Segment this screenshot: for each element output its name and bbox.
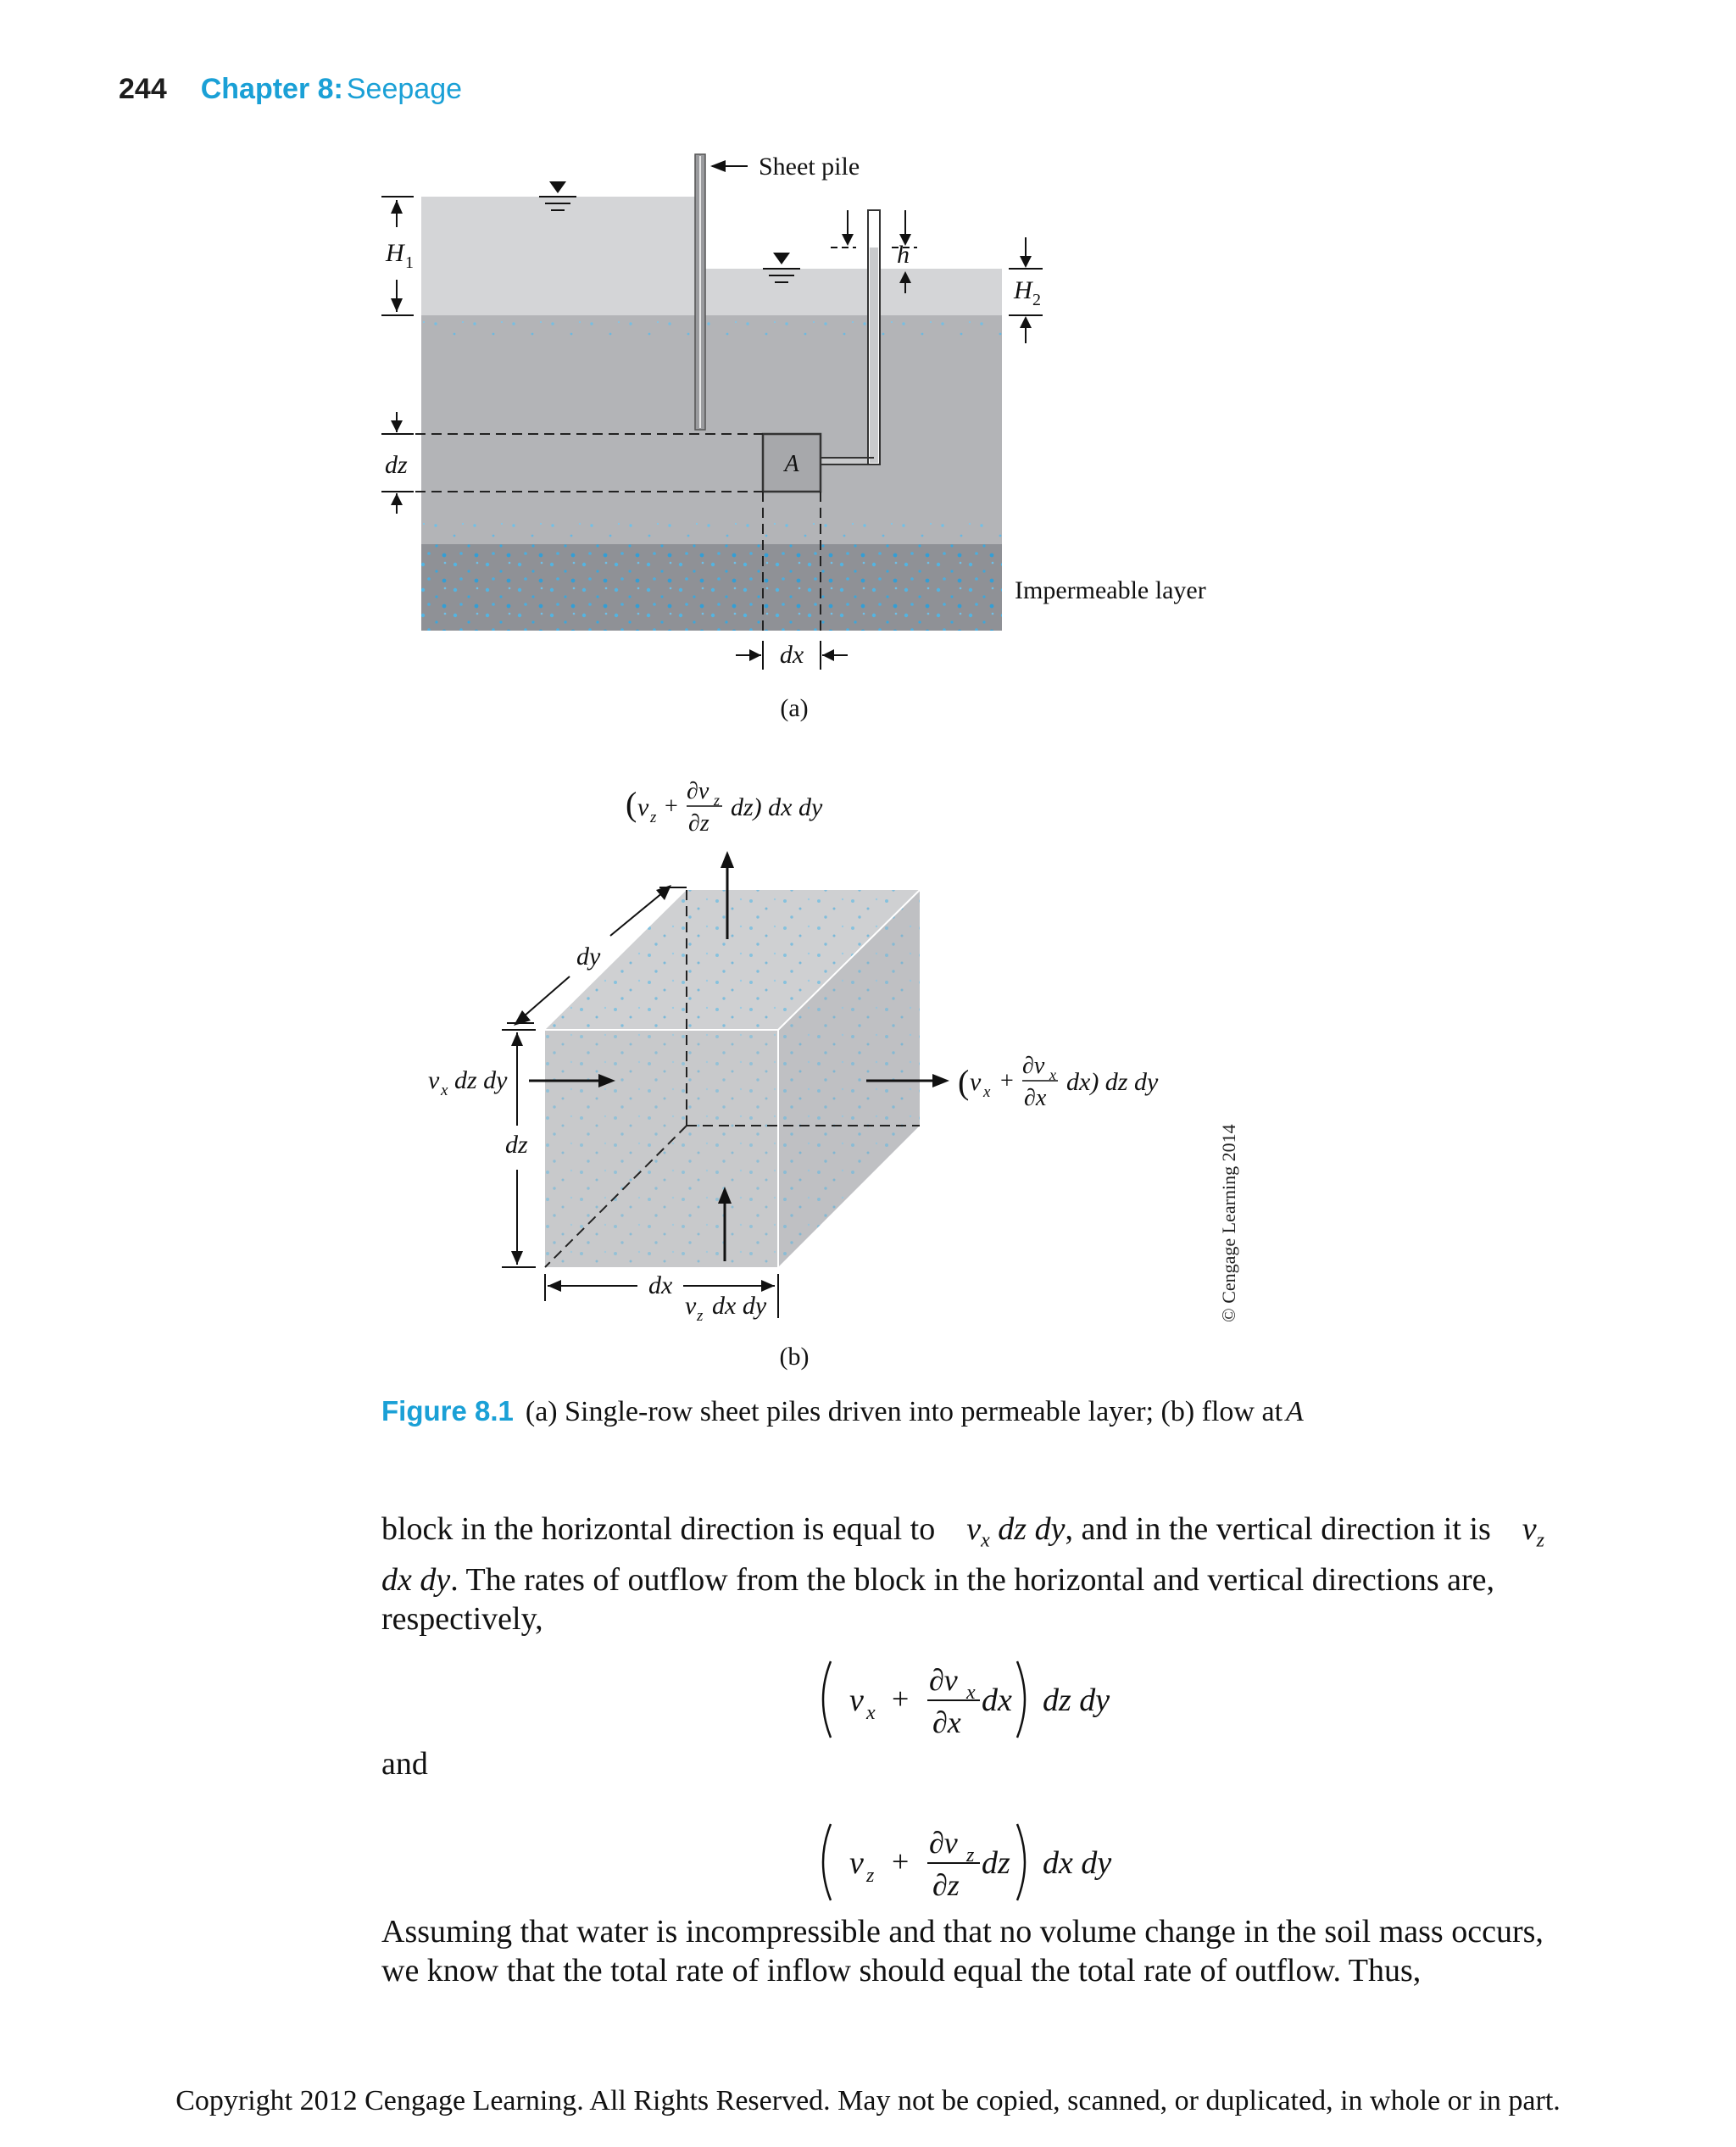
caption-text-italic: A bbox=[1286, 1396, 1304, 1427]
svg-text:v: v bbox=[970, 1068, 982, 1096]
equation-1 bbox=[805, 1644, 1144, 1755]
body-paragraph-1: block in the horizontal direction is equal to $v_x$ dz dy, and in the vertical direction it is $v_z$ dx dy. The rates of outflow from the block in the horizontal and vertical directions are, respectively, bbox=[381, 1511, 1544, 1637]
svg-text:∂z: ∂z bbox=[688, 810, 709, 837]
figure-caption bbox=[381, 1395, 1304, 1428]
dz-label: dz bbox=[385, 451, 408, 479]
caption-text: (a) Single-row sheet piles driven into permeable layer; (b) flow at bbox=[525, 1396, 1283, 1427]
svg-text:∂v: ∂v bbox=[929, 1663, 958, 1697]
svg-text:dx) dz dy: dx) dz dy bbox=[1066, 1068, 1159, 1096]
equation-2 bbox=[805, 1807, 1144, 1917]
h-label: h bbox=[897, 241, 910, 269]
svg-text:dz: dz bbox=[982, 1845, 1010, 1881]
upstream-water bbox=[421, 197, 701, 315]
impermeable-label: Impermeable layer bbox=[1015, 576, 1206, 604]
svg-text:z: z bbox=[714, 792, 721, 809]
svg-text:z: z bbox=[697, 1307, 704, 1325]
chapter-title: Seepage bbox=[346, 73, 463, 105]
svg-text:v: v bbox=[849, 1845, 864, 1881]
top-flux-label bbox=[626, 778, 823, 837]
svg-text:∂v: ∂v bbox=[687, 778, 709, 804]
svg-text:x: x bbox=[983, 1083, 991, 1101]
dx-label: dx bbox=[779, 641, 804, 669]
caption-label: Figure 8.1 bbox=[381, 1395, 514, 1427]
figure-b-flow-element bbox=[0, 746, 1736, 1390]
svg-text:∂x: ∂x bbox=[1024, 1085, 1047, 1111]
h2-dimension bbox=[1009, 237, 1043, 343]
chapter-label: Chapter 8: bbox=[200, 73, 343, 105]
downstream-water bbox=[701, 269, 1002, 315]
svg-text:dz) dx dy: dz) dx dy bbox=[731, 793, 823, 821]
body-paragraph-2: Assuming that water is incompressible and that no volume change in the soil mass occurs, we know that the total rate of inflow should equal the total rate of outflow. Thus, bbox=[381, 1914, 1544, 1988]
svg-text:+: + bbox=[665, 793, 678, 820]
svg-text:z: z bbox=[650, 809, 657, 826]
svg-text:dz dy: dz dy bbox=[454, 1066, 508, 1094]
svg-text:∂v: ∂v bbox=[929, 1826, 958, 1860]
credit-line: © Cengage Learning 2014 bbox=[1218, 1124, 1239, 1322]
h1-dimension bbox=[381, 197, 414, 315]
svg-text:x: x bbox=[866, 1702, 876, 1724]
svg-text:x: x bbox=[1049, 1066, 1056, 1083]
svg-text:∂x: ∂x bbox=[932, 1705, 961, 1739]
svg-text:x: x bbox=[441, 1082, 448, 1099]
svg-text:(: ( bbox=[958, 1063, 970, 1101]
h2-label: H bbox=[1014, 276, 1032, 304]
svg-text:∂v: ∂v bbox=[1022, 1053, 1045, 1079]
dz-dimension-b bbox=[502, 1030, 536, 1267]
svg-text:dx: dx bbox=[648, 1271, 673, 1299]
svg-text:x: x bbox=[966, 1682, 976, 1704]
svg-text:dz dy: dz dy bbox=[1043, 1683, 1110, 1718]
h2-subscript: 2 bbox=[1032, 291, 1041, 309]
svg-text:v: v bbox=[849, 1683, 864, 1718]
figure-a-seepage-diagram bbox=[0, 0, 1736, 746]
svg-text:dx dy: dx dy bbox=[712, 1292, 767, 1320]
svg-text:dx: dx bbox=[982, 1683, 1012, 1718]
svg-text:dz: dz bbox=[505, 1131, 528, 1159]
svg-text:+: + bbox=[1000, 1068, 1014, 1094]
svg-text:v: v bbox=[637, 793, 649, 821]
h1-subscript: 1 bbox=[405, 253, 414, 272]
svg-text:+: + bbox=[892, 1844, 910, 1878]
svg-text:v: v bbox=[685, 1292, 697, 1320]
svg-text:∂z: ∂z bbox=[932, 1868, 960, 1902]
panel-label-a: (a) bbox=[780, 694, 809, 722]
svg-text:(: ( bbox=[626, 785, 637, 823]
svg-text:dy: dy bbox=[576, 943, 601, 971]
dz-dimension bbox=[381, 412, 414, 514]
panel-label-b: (b) bbox=[779, 1343, 810, 1371]
dx-dimension bbox=[736, 641, 848, 670]
svg-text:+: + bbox=[892, 1682, 910, 1716]
svg-text:v: v bbox=[428, 1066, 440, 1094]
h1-label: H bbox=[386, 239, 404, 267]
element-a-label: A bbox=[784, 451, 799, 477]
copyright-footer: Copyright 2012 Cengage Learning. All Rights Reserved. May not be copied, scanned, or duplicated, in whole or in part. bbox=[175, 2085, 1561, 2116]
and-text: and bbox=[381, 1746, 428, 1782]
page-number: 244 bbox=[119, 73, 167, 105]
svg-text:z: z bbox=[866, 1865, 875, 1887]
svg-text:dx dy: dx dy bbox=[1043, 1845, 1112, 1881]
sheet-pile-label: Sheet pile bbox=[759, 153, 860, 181]
svg-text:z: z bbox=[966, 1844, 975, 1866]
